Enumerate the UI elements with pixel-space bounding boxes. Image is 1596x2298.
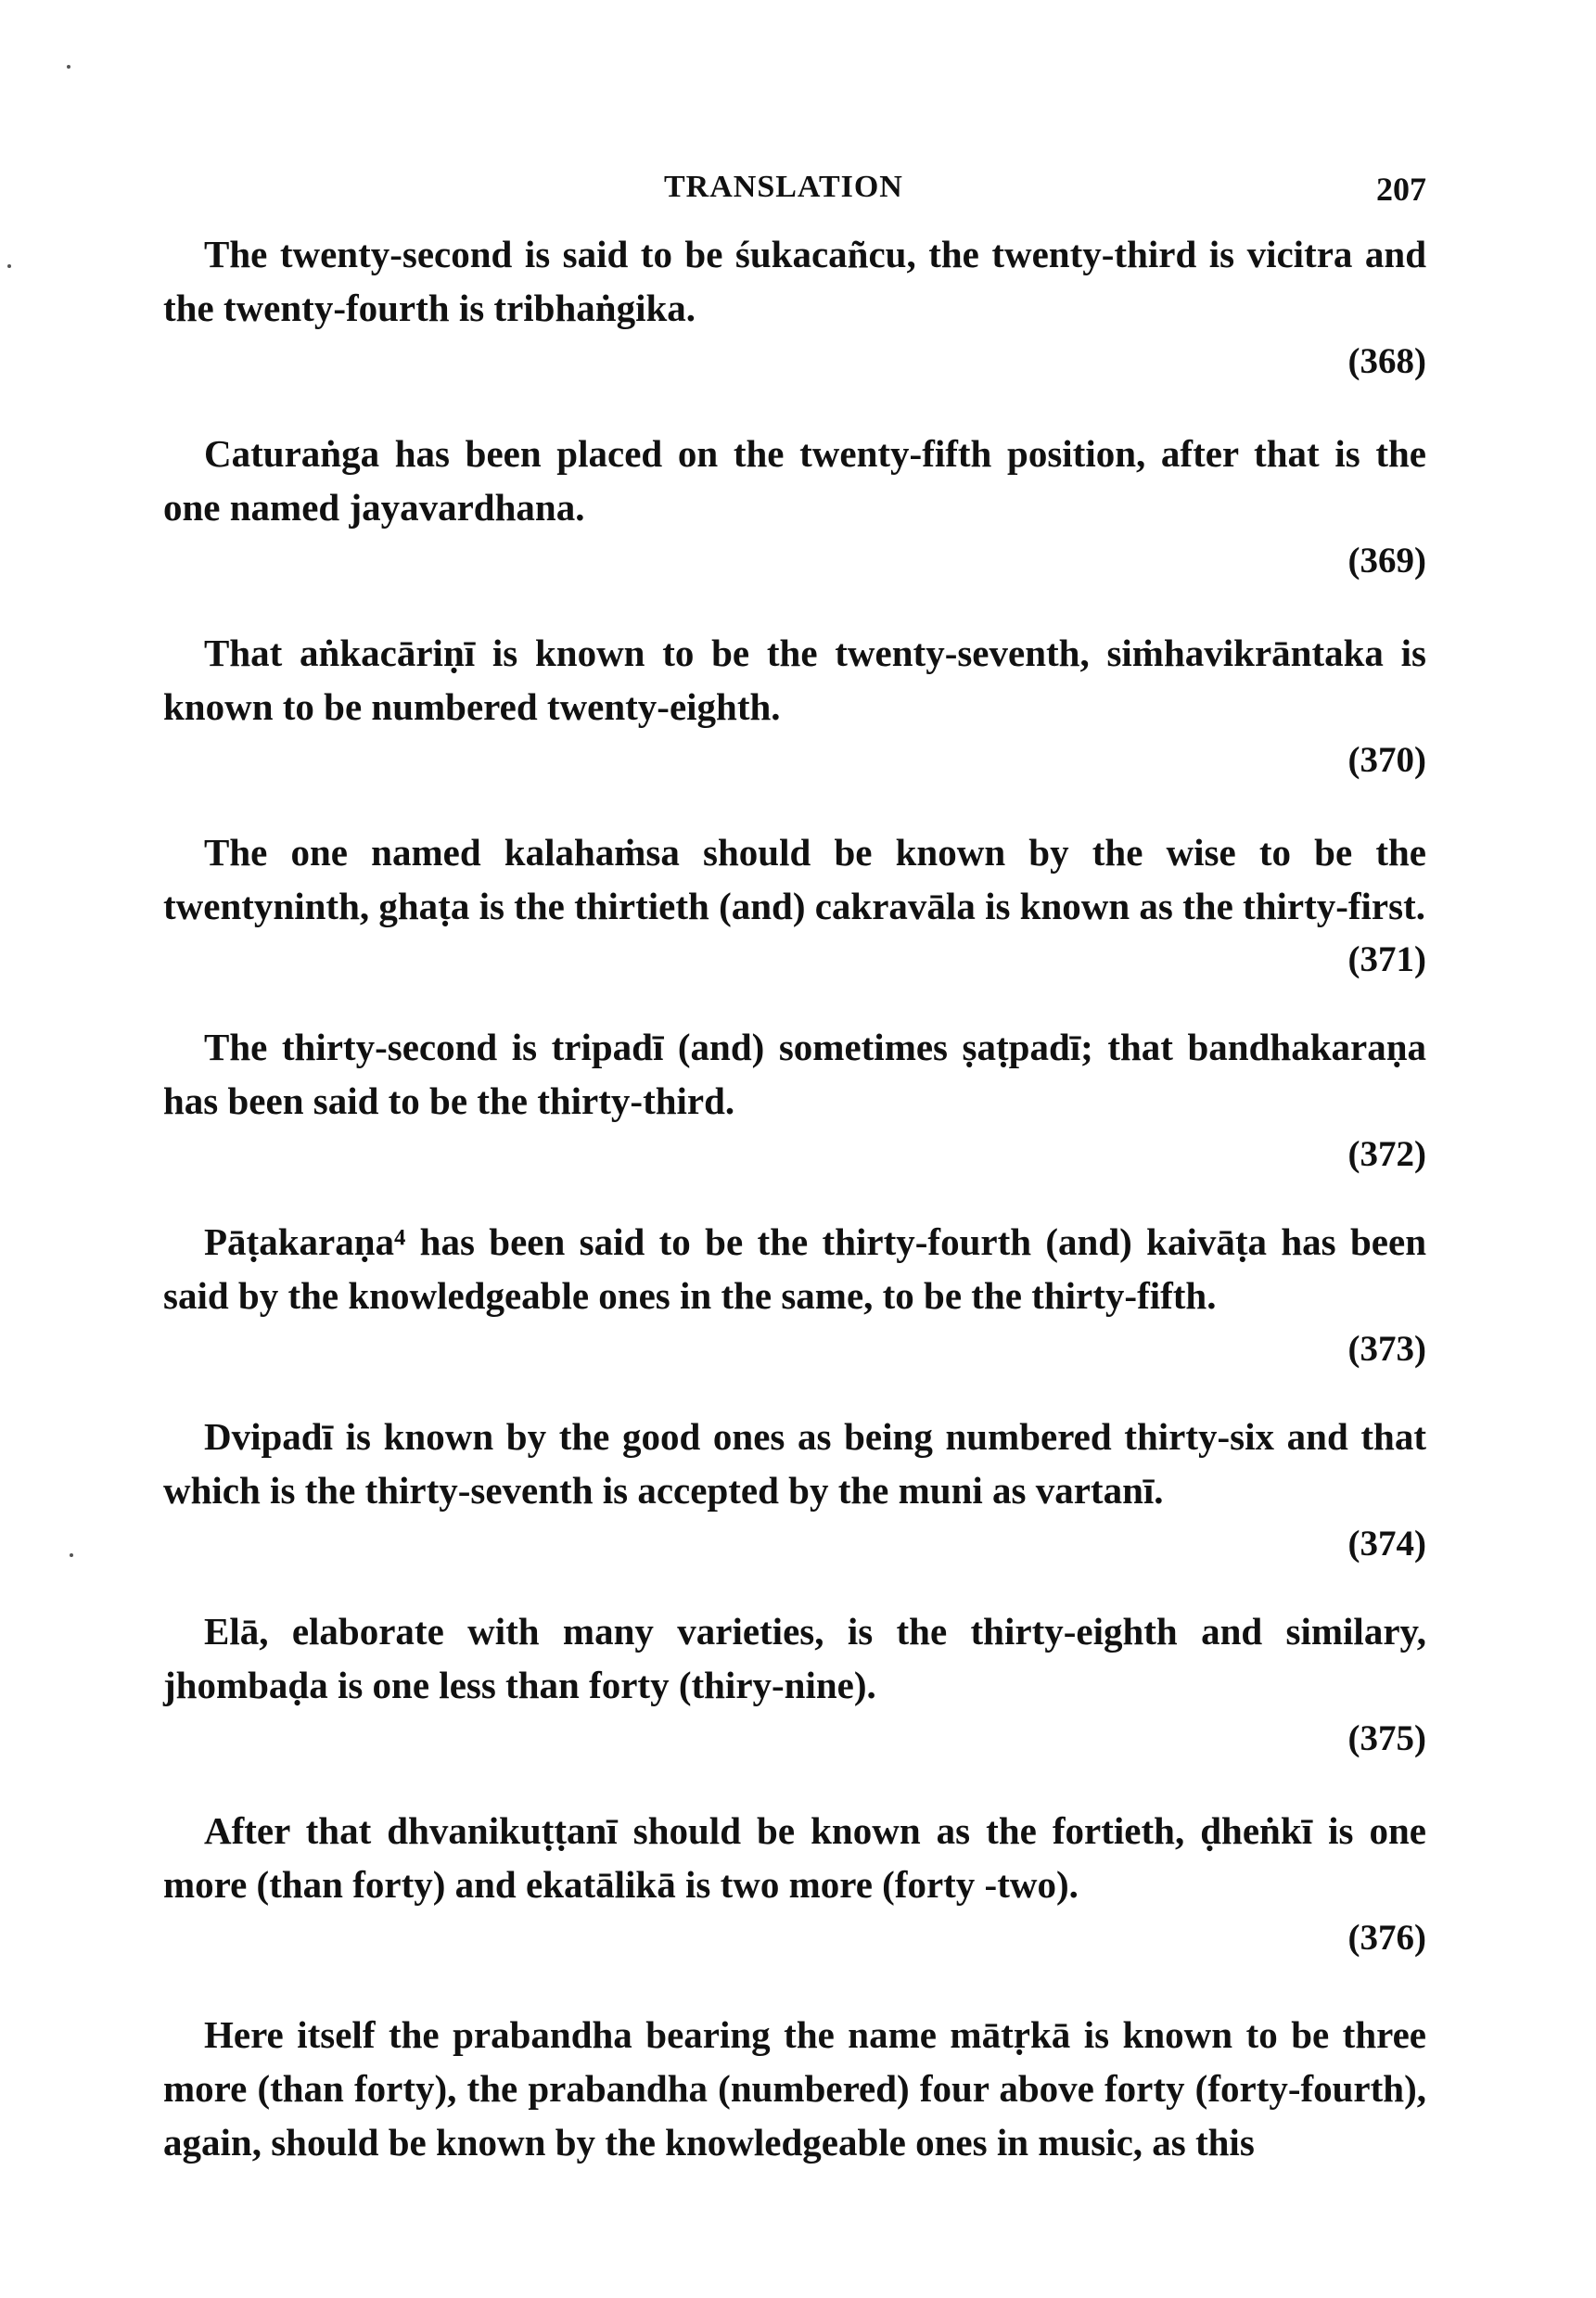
verse-text: Dvipadī is known by the good ones as being numbered thirty-six and that which is the thirty-seventh is accepted by the muni as vartanī. — [163, 1415, 1426, 1512]
verse-number: (374) — [1347, 1524, 1426, 1564]
scan-speck — [7, 264, 11, 268]
verse-text: Here itself the prabandha bearing the name mātṛkā is known to be three more (than forty), the prabandha (numbered) four above forty (forty-fourth), again, should be known by the knowledgeable ones in music, as this — [163, 2013, 1426, 2164]
verse-text: The one named kalahaṁsa should be known by the wise to be the twentyninth, ghaṭa is the thirtieth (and) cakravāla is known as the thirty-first. — [163, 831, 1426, 927]
verse-text: Caturaṅga has been placed on the twenty-fifth position, after that is the one named jayavardhana. — [163, 432, 1426, 529]
scan-speck — [67, 65, 70, 69]
verse-text: After that dhvanikuṭṭanī should be known as the fortieth, ḍheṅkī is one more (than forty) and ekatālikā is two more (forty -two). — [163, 1809, 1426, 1906]
verse-number: (369) — [1347, 541, 1426, 581]
scan-speck — [70, 1553, 73, 1557]
verse-number: (372) — [1347, 1134, 1426, 1174]
verse-372 — [163, 1020, 1426, 1175]
verse-376 — [163, 1804, 1426, 1959]
verse-number: (376) — [1347, 1918, 1426, 1958]
verse-375 — [163, 1604, 1426, 1759]
verse-377-partial — [163, 2008, 1426, 2169]
running-head: TRANSLATION — [664, 170, 903, 204]
verse-368 — [163, 227, 1426, 382]
verse-373 — [163, 1215, 1426, 1370]
verse-number: (370) — [1347, 740, 1426, 780]
verse-number: (373) — [1347, 1329, 1426, 1369]
verse-text: Pāṭakaraṇa⁴ has been said to be the thirty-fourth (and) kaivāṭa has been said by the knowledgeable ones in the same, to be the thirty-fifth. — [163, 1220, 1426, 1317]
page-header — [163, 170, 1426, 216]
page-number: 207 — [1376, 171, 1426, 208]
verse-number: (368) — [1347, 341, 1426, 381]
verse-371 — [163, 825, 1426, 980]
verse-369 — [163, 427, 1426, 581]
verse-text: The twenty-second is said to be śukacañcu, the twenty-third is vicitra and the twenty-fourth is tribhaṅgika. — [163, 233, 1426, 329]
verse-text: Elā, elaborate with many varieties, is the thirty-eighth and similary, jhombaḍa is one less than forty (thiry-nine). — [163, 1610, 1426, 1706]
verse-370 — [163, 626, 1426, 781]
verse-number: (375) — [1347, 1718, 1426, 1758]
verse-text: That aṅkacāriṇī is known to be the twenty-seventh, siṁhavikrāntaka is known to be numbered twenty-eighth. — [163, 632, 1426, 728]
verse-374 — [163, 1410, 1426, 1564]
verse-number: (371) — [1347, 939, 1426, 979]
verse-text: The thirty-second is tripadī (and) sometimes ṣaṭpadī; that bandhakaraṇa has been said to be the thirty-third. — [163, 1026, 1426, 1122]
